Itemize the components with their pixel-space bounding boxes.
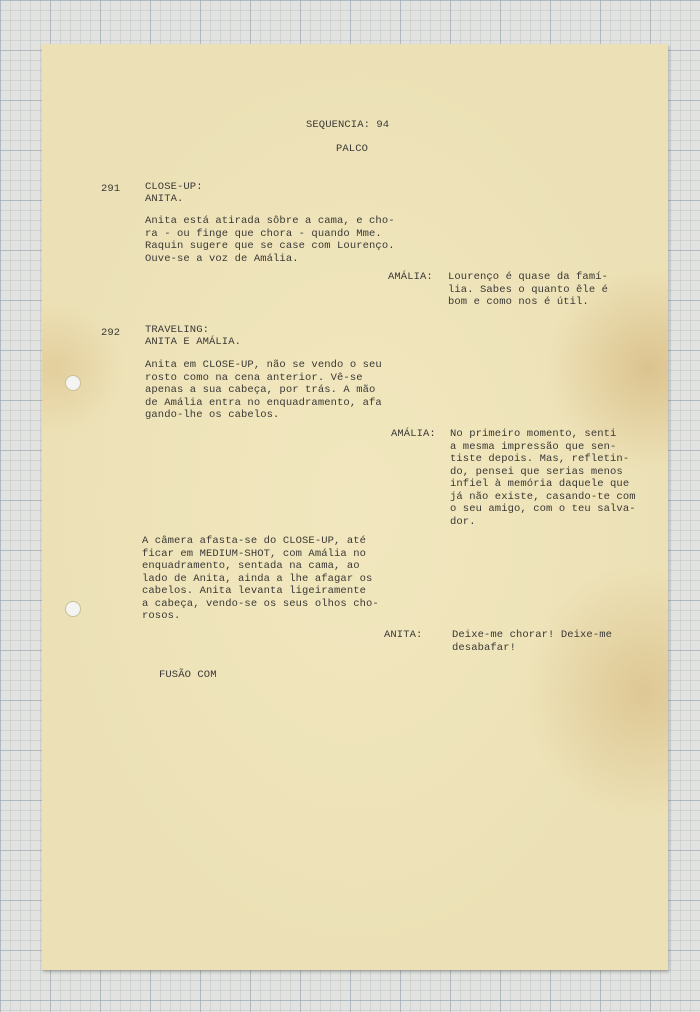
shot-subject: ANITA E AMÁLIA. [145,336,242,348]
punch-hole-bottom [65,601,81,617]
punch-hole-top [65,375,81,391]
character-name: ANITA: [384,629,423,641]
scene-number: 292 [101,327,121,339]
dialogue-text: Lourenço é quase da famí- lia. Sabes o quanto êle é bom e como nos é útil. [448,271,609,308]
shot-type: CLOSE-UP: [145,181,203,193]
transition-text: FUSÃO COM [159,669,217,681]
location-heading: PALCO [336,143,369,155]
action-text: A câmera afasta-se do CLOSE-UP, até ficar em MEDIUM-SHOT, com Amália no enquadramento, sentada na cama, ao lado de Anita, ainda a lhe afagar os cabelos. Anita levanta ligeiramente a cabeça, vendo-se os seus olhos cho- rosos. [142,535,379,622]
shot-type: TRAVELING: [145,324,210,336]
shot-subject: ANITA. [145,193,184,205]
character-name: AMÁLIA: [391,428,436,440]
action-text: Anita está atirada sôbre a cama, e cho- ra - ou finge que chora - quando Mme. Raquin sugere que se case com Lourenço. Ouve-se a voz de Amália. [145,215,395,265]
dialogue-text: Deixe-me chorar! Deixe-me desabafar! [452,629,613,654]
sequence-heading: SEQUENCIA: 94 [306,119,390,131]
dialogue-text: No primeiro momento, senti a mesma impressão que sen- tiste depois. Mas, refletin- do, pensei que serias menos infiel à memória daquele que já não existe, casando-te com o seu amigo, com o teu salva- dor. [450,428,636,528]
script-page [42,44,668,970]
scene-number: 291 [101,183,121,195]
action-text: Anita em CLOSE-UP, não se vendo o seu rosto como na cena anterior. Vê-se apenas a sua cabeça, por trás. A mão de Amália entra no enquadramento, afa gando-lhe os cabelos. [145,359,382,421]
character-name: AMÁLIA: [388,271,433,283]
